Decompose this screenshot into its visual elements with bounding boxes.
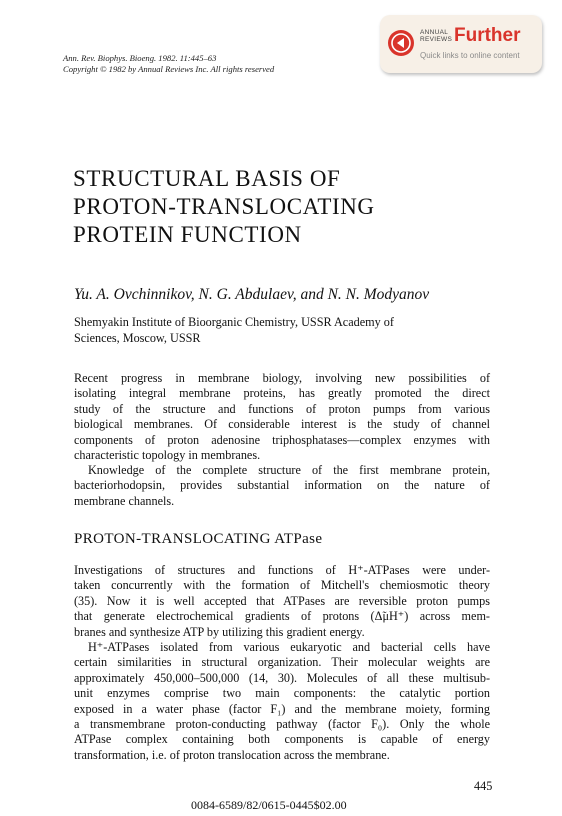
quick-links-tagline: Quick links to online content [420, 51, 520, 60]
text-line: that generate electrochemical gradients of protons (Δ̃μH⁺) across mem- [74, 609, 490, 624]
text-line: study of the structure and functions of proton pumps from various [74, 401, 490, 416]
copyright-line: Copyright © 1982 by Annual Reviews Inc. All rights reserved [63, 64, 275, 74]
text-line: components of proton adenosine triphosphatases—complex enzymes with [74, 432, 490, 447]
text-line: exposed in a water phase (factor F₁) and the membrane moiety, forming [74, 701, 490, 716]
affiliation-line: Shemyakin Institute of Bioorganic Chemistry, USSR Academy of [74, 315, 394, 329]
text-line: isolating integral membrane proteins, has greatly promoted the direct [74, 386, 490, 401]
annual-reviews-logo-text [420, 29, 452, 43]
footer-code: 0084-6589/82/0615-0445$02.00 [191, 798, 347, 812]
text-line: characteristic topology in membranes. [74, 448, 261, 463]
article-title [73, 165, 375, 249]
text-line: H⁺-ATPases isolated from various eukaryotic and bacterial cells have [88, 640, 490, 654]
reviews-label: REVIEWS [420, 36, 453, 43]
text-line: unit enzymes comprise two main components: the catalytic portion [74, 686, 490, 701]
section-heading: PROTON-TRANSLOCATING ATPase [74, 531, 323, 547]
page-number: 445 [474, 779, 493, 793]
affiliation-line: Sciences, Moscow, USSR [74, 331, 201, 345]
text-line: taken concurrently with the formation of Mitchell's chemiosmotic theory [74, 578, 490, 593]
text-line: ATPase complex containing both components is capable of energy [74, 732, 490, 747]
journal-citation-line: Ann. Rev. Biophys. Bioeng. 1982. 11:445–63 [63, 53, 217, 63]
affiliation [74, 314, 474, 346]
intro-paragraph-1 [74, 371, 490, 463]
title-line: STRUCTURAL BASIS OF [73, 166, 341, 191]
play-back-circle-icon [388, 30, 414, 56]
text-line: biological membranes. Of considerable interest is the study of channel [74, 417, 490, 432]
journal-citation [63, 53, 274, 75]
section-paragraph-2 [74, 640, 490, 763]
title-line: PROTON-TRANSLOCATING [73, 194, 375, 219]
title-line: PROTEIN FUNCTION [73, 222, 302, 247]
text-line: Knowledge of the complete structure of the first membrane protein, [88, 463, 490, 477]
text-line: approximately 450,000–500,000 (14, 30). Molecules of all these multisub- [74, 670, 490, 685]
text-line: (35). Now it is well accepted that ATPases are reversible proton pumps [74, 593, 490, 608]
authors: Yu. A. Ovchinnikov, N. G. Abdulaev, and N. N. Modyanov [74, 286, 430, 303]
intro-paragraph-2 [74, 463, 490, 509]
text-line: bacteriorhodopsin, provides substantial information on the nature of [74, 478, 490, 493]
further-word: Further [454, 25, 521, 46]
annual-label: ANNUAL [420, 29, 449, 36]
text-line: membrane channels. [74, 493, 175, 508]
text-line: a transmembrane proton-conducting pathway (factor F₀). Only the whole [74, 717, 490, 732]
text-line: branes and synthesize ATP by utilizing this gradient energy. [74, 624, 365, 639]
text-line: certain similarities in structural organization. Their molecular weights are [74, 655, 490, 670]
text-line: transformation, i.e. of proton translocation across the membrane. [74, 747, 390, 762]
section-paragraph-1 [74, 563, 490, 640]
text-line: Investigations of structures and functions of H⁺-ATPases were under- [74, 563, 490, 577]
text-line: Recent progress in membrane biology, involving new possibilities of [74, 371, 490, 385]
further-badge[interactable] [380, 15, 542, 73]
